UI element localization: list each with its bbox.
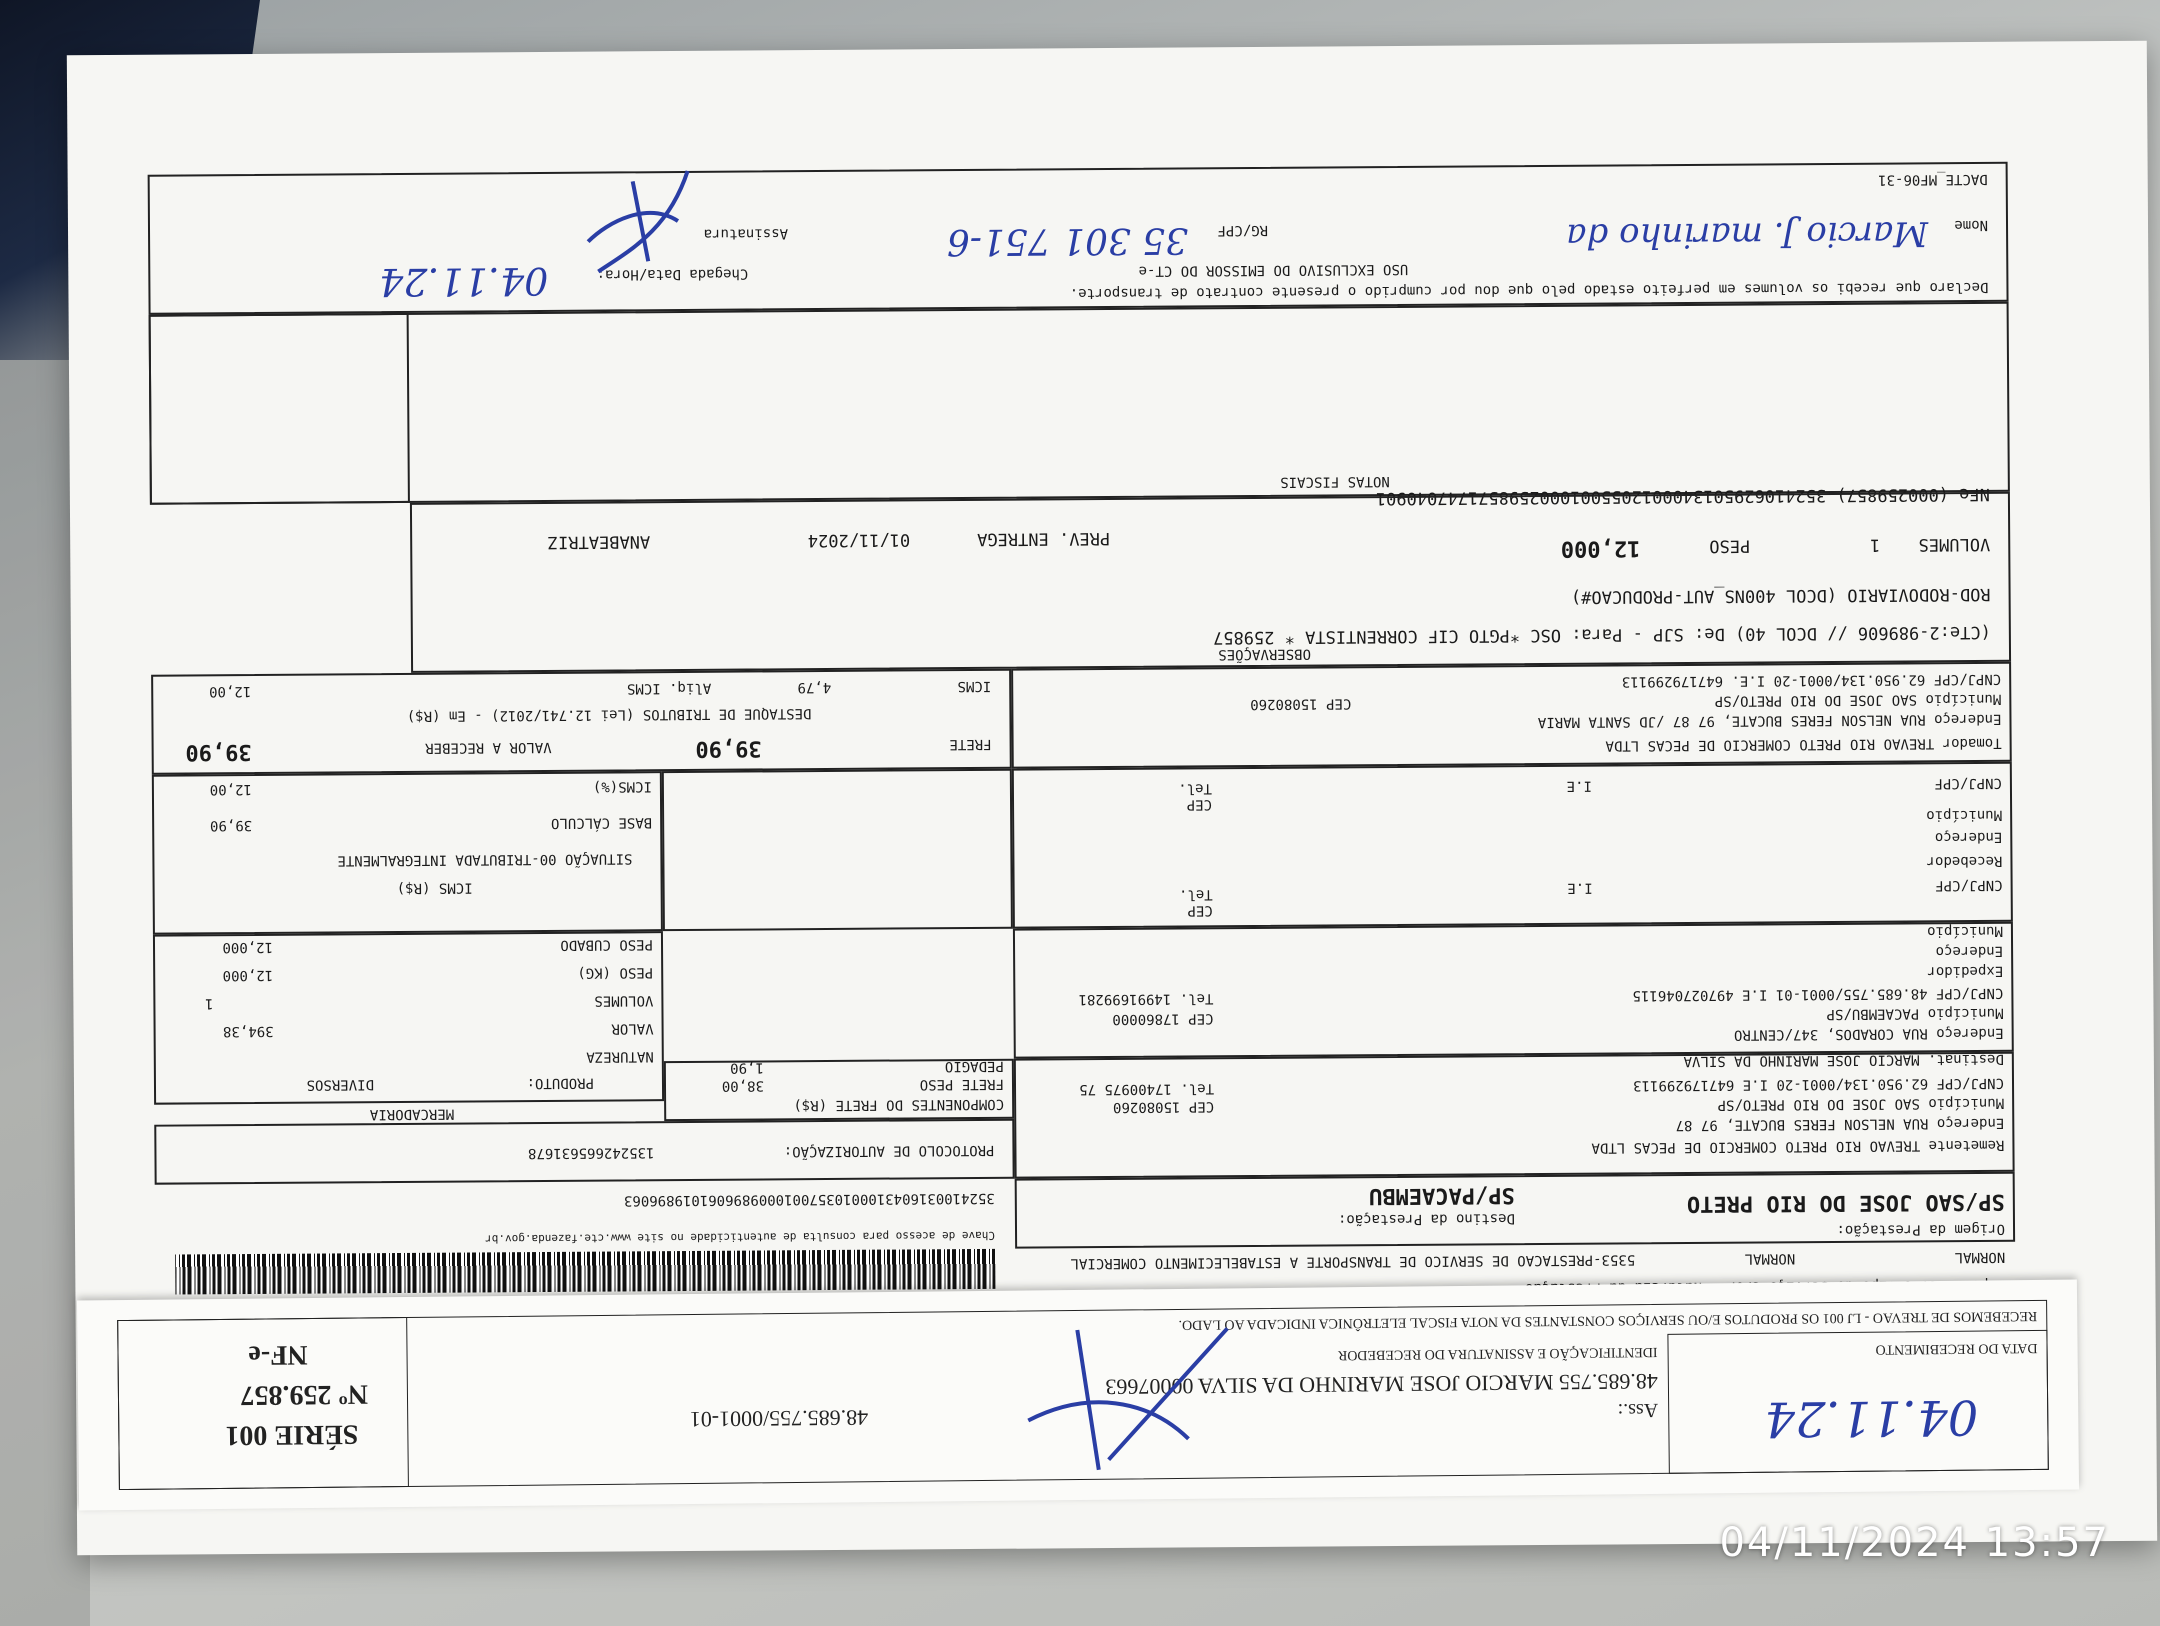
remetente-tel: Tel. 17400975 75 bbox=[1079, 1080, 1215, 1098]
ident-label: IDENTIFICAÇÃO E ASSINATURA DO RECEBEDOR bbox=[1337, 1343, 1658, 1363]
situacao: SITUAÇÃO 00-TRIBUTADA INTEGRALMENTE bbox=[337, 850, 633, 869]
nfe-serie: SÉRIE 001 bbox=[225, 1418, 359, 1451]
destino-label: Destino da Prestação: bbox=[1337, 1210, 1515, 1228]
nfe-label: NF-e bbox=[248, 1339, 308, 1371]
peso-cubado: 12,000 bbox=[222, 938, 274, 956]
recebedor-end: Endereço bbox=[1934, 828, 2003, 846]
chave-label: Chave de acesso para consulta de autenticidade no site www.cte.fazenda.gov.br bbox=[485, 1228, 996, 1246]
icms-pct-label: ICMS(%) bbox=[592, 778, 652, 795]
recebedor-box bbox=[1012, 762, 2013, 929]
nfe-numero: Nº 259.857 bbox=[240, 1378, 369, 1411]
expedidor-end: Endereço bbox=[1935, 942, 2004, 960]
signature-mark bbox=[567, 151, 708, 292]
uso-exclusivo: USO EXCLUSIVO DO EMISSOR DO CT-e bbox=[1138, 260, 1409, 279]
peso-cubado-label: PESO CUBADO bbox=[560, 936, 654, 953]
ident-value: 48.685.755 MARCIO JOSE MARINHO DA SILVA 00007663 bbox=[1105, 1368, 1659, 1400]
produto-label: PRODUTO: bbox=[526, 1074, 595, 1092]
expedidor-tel: Tel. bbox=[1178, 886, 1213, 903]
nome-handwritten: Marcio J. marinho da bbox=[1566, 213, 1929, 256]
peso-label: PESO bbox=[1709, 535, 1751, 556]
recebedor-tel: Tel. bbox=[1178, 780, 1212, 797]
modal-line: ROD-RODOVIARIO (DCOL 400NS_AUT-PRODUCAO#) bbox=[1570, 583, 1991, 607]
municipio-tomador: Município SAO JOSE DO RIO PRETO/SP bbox=[1714, 690, 2002, 709]
natureza: NATUREZA bbox=[586, 1048, 654, 1065]
nfe-cnpj: 48.685.755/0001-01 bbox=[689, 1405, 869, 1433]
assinatura-label: Assinatura bbox=[703, 225, 789, 242]
produto: DIVERSOS bbox=[306, 1076, 375, 1093]
notas-label: NOTAS FISCAIS bbox=[1280, 473, 1390, 490]
expedidor-label: Expedidor bbox=[1927, 962, 2004, 980]
recebedor-label: Recebedor bbox=[1926, 852, 2003, 870]
rg-label: RG/CPF bbox=[1217, 221, 1269, 239]
cfop: 5353-PRESTACAO DE SERVICO DE TRANSPORTE A ESTABELECIMENTO COMERCIAL bbox=[1070, 1251, 1636, 1272]
remetente-end: Endereço RUA NELSON FERES BUCATE, 97 87 bbox=[1675, 1114, 2005, 1134]
pedagio-value: 1,90 bbox=[730, 1059, 764, 1076]
tomador: Tomador TREVAO RIO PRETO COMERCIO DE PECAS LTDA bbox=[1605, 734, 2002, 754]
peso-kg: 12,000 bbox=[222, 966, 274, 984]
icms-label: ICMS bbox=[957, 677, 992, 695]
destinatario-nome: Destinat. MARCIO JOSE MARINHO DA SILVA bbox=[1683, 1050, 2004, 1070]
obs-label: OBSERVAÇÕES bbox=[1218, 645, 1312, 663]
valor-receber-label: VALOR A RECEBER bbox=[425, 738, 552, 756]
frete-peso-label: FRETE PESO bbox=[919, 1075, 1005, 1093]
nfe-stub-content bbox=[117, 1300, 2049, 1490]
carga-valor-label: VALOR bbox=[611, 1020, 654, 1037]
pedagio-label: PEDAGIO bbox=[944, 1057, 1004, 1075]
data-handwritten: 04.11.24 bbox=[1764, 1388, 1979, 1447]
nome-label: Nome bbox=[1954, 216, 1989, 234]
prev-label: PREV. ENTREGA bbox=[977, 528, 1111, 549]
carga-vol: 1 bbox=[204, 995, 214, 1012]
notas-side-box bbox=[149, 313, 410, 505]
destaque-tributos: DESTAQUE DE TRIBUTOS (Lei 12.741/2012) - Em (R$) bbox=[406, 705, 812, 724]
cnpj-tomador: CNPJ/CPF 62.950.134/0001-20 I.E. 647179299113 bbox=[1621, 670, 2002, 690]
base-value: 39,90 bbox=[209, 817, 253, 834]
notas-value: NFe (000259857) 35241062950134000120550010002598571747040901 bbox=[1375, 483, 1990, 509]
destinatario-end: Endereço RUA CORADOS, 347/CENTRO bbox=[1733, 1024, 2004, 1043]
rg-handwritten: 35 301 751-6 bbox=[946, 219, 1189, 263]
aliq-label: Aliq. ICMS bbox=[626, 679, 712, 697]
stub-signature bbox=[987, 1308, 1249, 1481]
endereco-tomador: Endereço RUA NELSON FERES BUCATE, 97 87 /JD SANTA MARIA bbox=[1537, 710, 2002, 731]
carga-vol-label: VOLUMES bbox=[594, 992, 654, 1009]
expedidor-ie: I.E bbox=[1567, 879, 1593, 896]
tipo-normal-1: NORMAL bbox=[1954, 1248, 2006, 1266]
data-label: DATA DO RECEBIMENTO bbox=[1875, 1339, 2038, 1357]
icms-value: 12,00 bbox=[209, 683, 252, 700]
peso-value: 12,000 bbox=[1560, 535, 1641, 561]
recebedor-cnpj: CNPJ/CPF bbox=[1934, 774, 2002, 792]
volumes-label: VOLUMES bbox=[1918, 533, 1991, 555]
dacte-document bbox=[148, 162, 2016, 1375]
destinatario-tel: Tel. 14991699281 bbox=[1078, 990, 1214, 1008]
mercadoria: MERCADORIA bbox=[369, 1105, 455, 1123]
form-code: DACTE_MF06-31 bbox=[1878, 170, 1988, 188]
anabeatriz: ANABEATRIZ bbox=[547, 531, 651, 552]
remetente-cep: CEP 15080260 bbox=[1112, 1098, 1215, 1116]
cte-line: (CTe:2-989606 // DCOL 40) De: SJP - Para: OSC *PGTO CIF CORRENTISTA * 259857 bbox=[1212, 621, 1991, 648]
destino-value: SP/PACAEMBU bbox=[1368, 1182, 1515, 1209]
nfe-header: RECEBEMOS DE TREVAO - LJ 001 OS PRODUTOS E/OU SERVIÇOS CONSTANTES DA NOTA FISCAL ELETRÔNICA INDICADA AO LADO. bbox=[1178, 1307, 2038, 1332]
protocolo-label: PROTOCOLO DE AUTORIZAÇÃO: bbox=[783, 1141, 995, 1160]
recebedor-ie: I.E bbox=[1566, 777, 1592, 794]
valor-receber: 39,90 bbox=[185, 739, 252, 765]
blank-box bbox=[662, 769, 1013, 931]
remetente-mun: Município SAO JOSE DO RIO PRETO/SP bbox=[1717, 1094, 2005, 1113]
ass-label: Ass.: bbox=[1617, 1398, 1659, 1422]
tipo-normal-2: NORMAL bbox=[1744, 1250, 1796, 1267]
aliq-value: 4,79 bbox=[797, 678, 832, 696]
frete-peso: 38,00 bbox=[721, 1077, 765, 1094]
chegada-label: Chegada Data/Hora: bbox=[596, 265, 749, 283]
recebedor-mun: Município bbox=[1926, 806, 2003, 824]
peso-kg-label: PESO (KG) bbox=[577, 964, 654, 981]
photo-timestamp: 04/11/2024 13:57 bbox=[1719, 1520, 2110, 1566]
carga-valor: 394,38 bbox=[222, 1022, 274, 1040]
destinatario-cep: CEP 17860000 bbox=[1112, 1010, 1214, 1028]
remetente-cnpj: CNPJ/CPF 62.950.134/0001-20 I.E 647179299113 bbox=[1633, 1074, 2005, 1094]
barcode bbox=[175, 1249, 995, 1295]
prev-value: 01/11/2024 bbox=[807, 529, 911, 551]
icms-rs: ICMS (R$) bbox=[396, 879, 473, 896]
expedidor-cnpj: CNPJ/CPF bbox=[1935, 876, 2003, 894]
expedidor-cep: CEP bbox=[1187, 902, 1213, 919]
icms-pct: 12,00 bbox=[209, 781, 252, 798]
recebedor-cep: CEP bbox=[1186, 796, 1213, 813]
remetente-nome: Remetente TREVAO RIO PRETO COMERCIO DE PECAS LTDA bbox=[1591, 1136, 2005, 1156]
volumes-value: 1 bbox=[1869, 534, 1881, 555]
base-label: BASE CÁLCULO bbox=[550, 814, 653, 831]
frete-label: FRETE bbox=[949, 735, 992, 753]
origem-label: Origem da Prestação: bbox=[1836, 1220, 2006, 1238]
cep-tomador: CEP 15080260 bbox=[1250, 695, 1352, 713]
chave-value: 35241003160431000103570010009896061019896063 bbox=[623, 1189, 995, 1209]
frete-value: 39,90 bbox=[695, 735, 762, 761]
destinatario-cnpj: CNPJ/CPF 48.685.755/0001-01 I.E 497027046115 bbox=[1632, 984, 2004, 1004]
notas-box bbox=[149, 302, 2010, 509]
destinatario-mun: Município PACAEMBU/SP bbox=[1826, 1004, 2004, 1023]
protocolo-value: 135242665631678 bbox=[527, 1144, 655, 1162]
receipt-declaration: Declaro que recebi os volumes em perfeito estado pelo que dou por cumprido o presente contrato de transporte. bbox=[1069, 278, 1989, 302]
componentes-label: COMPONENTES DO FRETE (R$) bbox=[793, 1095, 1005, 1114]
origem-value: SP/SAO JOSE DO RIO PRETO bbox=[1686, 1188, 2005, 1216]
nfe-receipt-stub bbox=[77, 1280, 2079, 1511]
chegada-handwritten: 04.11.24 bbox=[379, 258, 549, 305]
obs-box bbox=[410, 492, 2011, 673]
expedidor-mun: Município bbox=[1927, 922, 2004, 940]
